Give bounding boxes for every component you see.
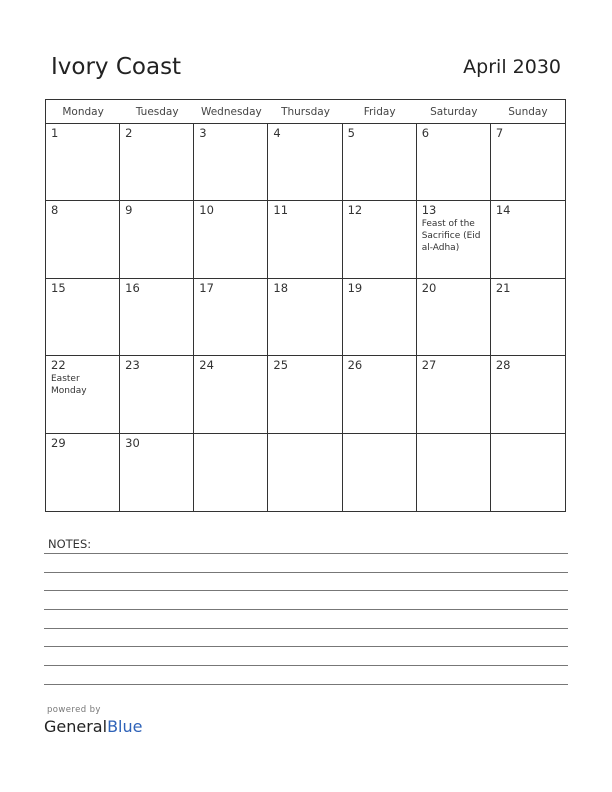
weekday-header-row	[46, 100, 565, 124]
day-number: 5	[347, 126, 355, 140]
day-cell	[46, 356, 120, 433]
day-cell	[491, 124, 565, 201]
day-cell	[268, 201, 342, 278]
day-cell	[417, 356, 491, 433]
day-number: 10	[199, 203, 214, 218]
country-title: Ivory Coast	[51, 54, 182, 80]
brand-blue-text: Blue	[107, 717, 143, 736]
day-cell	[194, 201, 268, 278]
day-number: 2	[125, 126, 133, 140]
day-cell	[417, 124, 491, 201]
calendar-grid	[45, 99, 566, 512]
day-number: 18	[273, 280, 289, 295]
day-number: 11	[273, 203, 289, 218]
day-cell	[268, 124, 342, 201]
notes-label: NOTES:	[48, 537, 92, 551]
day-cell	[194, 356, 268, 433]
day-cell	[46, 201, 120, 278]
day-number: 29	[51, 435, 66, 450]
day-number: 22	[51, 358, 66, 373]
day-number: 17	[199, 280, 214, 295]
day-cell	[46, 279, 120, 356]
day-cell	[343, 201, 417, 278]
day-number: 16	[125, 280, 140, 295]
day-cell	[491, 201, 565, 278]
brand-general-text: General	[44, 717, 108, 736]
weekday-saturday: Saturday	[430, 106, 478, 118]
day-cell	[268, 434, 342, 511]
day-cell	[194, 279, 268, 356]
holiday-label: Easter Monday	[51, 374, 87, 397]
note-line	[44, 646, 568, 647]
day-number: 24	[199, 358, 214, 373]
day-number: 27	[421, 358, 437, 373]
note-line	[44, 628, 568, 629]
day-cell	[343, 279, 417, 356]
day-cell	[120, 434, 194, 511]
note-line	[44, 665, 568, 666]
day-cell	[120, 279, 194, 356]
generalblue-logo	[44, 717, 142, 736]
day-cell	[343, 356, 417, 433]
powered-by-text: powered by	[47, 705, 101, 715]
day-cell	[491, 434, 565, 511]
day-cell	[417, 434, 491, 511]
weekday-wednesday: Wednesday	[200, 106, 262, 118]
holiday-label: Feast of the Sacrifice (Eid al-Adha)	[421, 219, 481, 254]
note-line	[44, 590, 568, 591]
day-cell	[194, 124, 268, 201]
weekday-friday: Friday	[363, 106, 396, 118]
day-number: 6	[421, 126, 430, 140]
note-line	[44, 609, 568, 610]
day-number: 20	[421, 280, 437, 295]
day-number: 8	[51, 203, 59, 218]
day-cell	[268, 279, 342, 356]
day-number: 25	[273, 358, 289, 373]
day-cell	[491, 356, 565, 433]
day-cell	[417, 201, 491, 278]
day-number: 3	[199, 126, 207, 140]
weekday-sunday: Sunday	[508, 106, 548, 118]
day-number: 19	[347, 280, 363, 295]
note-line	[44, 553, 568, 554]
note-line	[44, 572, 568, 573]
day-number: 1	[51, 126, 59, 140]
day-number: 13	[421, 203, 437, 218]
day-cell	[343, 124, 417, 201]
day-number: 21	[495, 280, 511, 295]
weekday-tuesday: Tuesday	[135, 106, 179, 118]
note-line	[44, 684, 568, 685]
day-cell	[120, 201, 194, 278]
day-number: 7	[495, 126, 504, 140]
day-number: 28	[495, 358, 511, 373]
day-number: 15	[51, 280, 66, 295]
day-number: 14	[495, 203, 511, 218]
day-cell	[268, 356, 342, 433]
day-cell	[120, 356, 194, 433]
day-cell	[343, 434, 417, 511]
day-number: 26	[347, 358, 363, 373]
day-cell	[46, 434, 120, 511]
day-cell	[46, 124, 120, 201]
day-cell	[417, 279, 491, 356]
day-cell	[120, 124, 194, 201]
day-number: 9	[125, 203, 133, 218]
day-cell	[491, 279, 565, 356]
days-grid	[46, 124, 565, 511]
weekday-monday: Monday	[62, 106, 104, 118]
day-number: 23	[125, 358, 140, 373]
day-number: 4	[273, 126, 281, 140]
weekday-thursday: Thursday	[281, 106, 330, 118]
day-number: 12	[347, 203, 363, 218]
month-year-title: April 2030	[463, 56, 561, 78]
day-number: 30	[125, 435, 140, 450]
day-cell	[194, 434, 268, 511]
